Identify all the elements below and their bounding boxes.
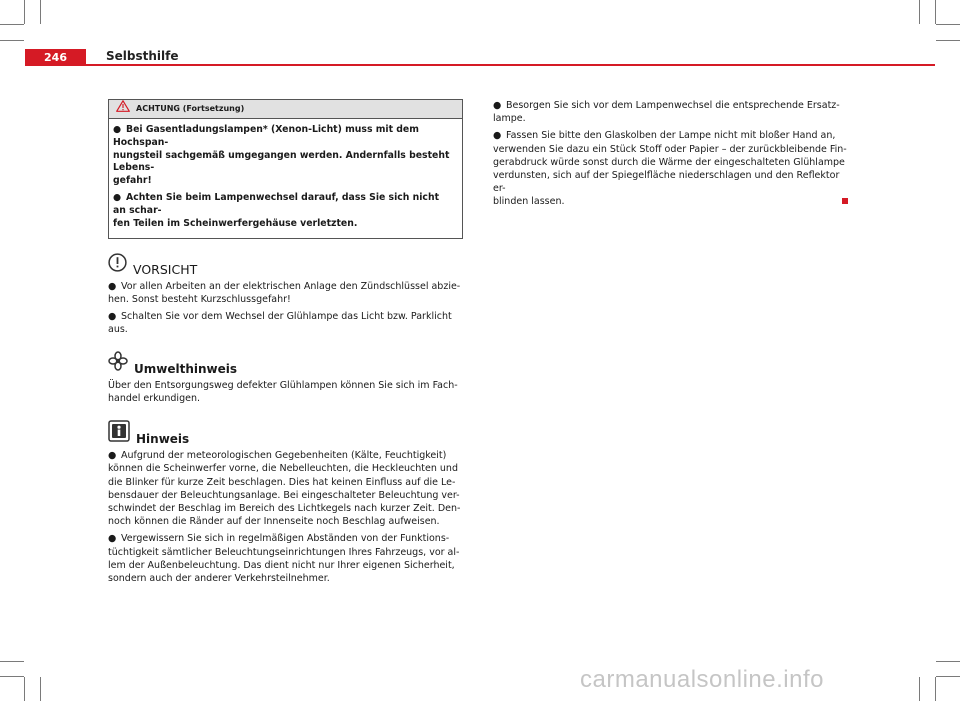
umwelt-header [108, 351, 463, 375]
bullet: ● [108, 533, 117, 545]
bullet: ● [493, 100, 502, 111]
crop-mark [935, 0, 936, 24]
bullet: ● [108, 280, 117, 292]
right-item: ● Fassen Sie bitte den Glaskolben der Lampe nicht mit bloßer Hand an, verwenden Sie dazu ein Stück Stoff oder Papier – der zurückbleibende Fin- gerabdruck würde sonst durch die Wärme der eingeschalteten Glühlampe verdunsten, sich auf der Spiegelfläche niederschlagen und den Reflektor er- blinden lassen. [493, 130, 847, 208]
crop-mark [936, 676, 960, 677]
warning-item: ● Achten Sie beim Lampenwechsel darauf, dass Sie sich nicht an schar- fen Teilen im Scheinwerfergehäuse verletzten. [113, 191, 440, 229]
umwelt-text: Über den Entsorgungsweg defekter Glühlampen können Sie sich im Fach- handel erkundigen. [108, 379, 458, 404]
crop-mark [0, 40, 24, 41]
bullet: ● [113, 124, 122, 135]
crop-mark [0, 676, 24, 677]
vorsicht-item: ● Vor allen Arbeiten an der elektrischen Anlage den Zündschlüssel abzie- hen. Sonst besteht Kurzschlussgefahr! [108, 280, 461, 305]
right-item: ● Besorgen Sie sich vor dem Lampenwechsel die entsprechende Ersatz- lampe. [493, 100, 840, 125]
crop-mark [24, 677, 25, 701]
bullet: ● [493, 130, 502, 142]
info-icon [108, 420, 130, 446]
warning-header [109, 100, 462, 119]
warning-triangle-icon [116, 100, 130, 119]
flower-icon [108, 351, 128, 375]
crop-mark [0, 661, 24, 662]
crop-mark [40, 0, 41, 24]
vorsicht-item: ● Schalten Sie vor dem Wechsel der Glühlampe das Licht bzw. Parklicht aus. [108, 310, 452, 336]
right-column [493, 99, 848, 213]
crop-mark [40, 677, 41, 701]
hinweis-header [108, 420, 463, 446]
left-column [108, 99, 463, 589]
vorsicht-header [108, 253, 463, 276]
page-number: 246 [25, 49, 86, 66]
vorsicht-title: VORSICHT [133, 261, 198, 277]
crop-mark [936, 40, 960, 41]
warning-box [108, 99, 463, 239]
header-rule [86, 64, 935, 66]
crop-mark [919, 677, 920, 701]
section-title: Selbsthilfe [106, 49, 179, 63]
crop-mark [0, 24, 24, 25]
warning-body [109, 119, 462, 238]
crop-mark [919, 0, 920, 24]
hinweis-item: ● Vergewissern Sie sich in regelmäßigen Abständen von der Funktions- tüchtigkeit sämtlicher Beleuchtungseinrichtungen Ihres Fahrzeugs, vor al- lem der Außenbeleuchtung. Das dient nicht nur Ihrer eigenen Sicherheit, sondern auch der anderer Verkehrsteilnehmer. [108, 533, 460, 585]
bullet: ● [108, 450, 117, 462]
watermark: carmanualsonline.info [580, 666, 824, 693]
section-end-marker [842, 198, 848, 204]
crop-mark [936, 24, 960, 25]
crop-mark [935, 677, 936, 701]
hinweis-title: Hinweis [136, 432, 190, 447]
warning-title: ACHTUNG (Fortsetzung) [136, 104, 245, 113]
hinweis-item: ● Aufgrund der meteorologischen Gegebenheiten (Kälte, Feuchtigkeit) können die Scheinwerfer vorne, die Nebelleuchten, die Heckleuchten und die Blinker für kurze Zeit beschlagen. Dies hat keinen Einfluss auf die Le- bensdauer der Beleuchtungsanlage. Bei eingeschalteter Beleuchtung ver- schwindet der Beschlag im Bereich des Lichtkegels nach kurzer Zeit. Den- noch können die Ränder auf der Innenseite noch Beschlag aufweisen. [108, 450, 461, 528]
caution-exclamation-icon [108, 253, 127, 276]
bullet: ● [108, 310, 117, 322]
crop-mark [24, 0, 25, 24]
warning-item: ● Bei Gasentladungslampen* (Xenon-Licht) muss mit dem Hochspan- nungsteil sachgemäß umgegangen werden. Andernfalls besteht Lebens- gefahr! [113, 124, 450, 187]
bullet: ● [113, 191, 122, 203]
umwelt-title: Umwelthinweis [134, 361, 238, 376]
crop-mark [936, 661, 960, 662]
